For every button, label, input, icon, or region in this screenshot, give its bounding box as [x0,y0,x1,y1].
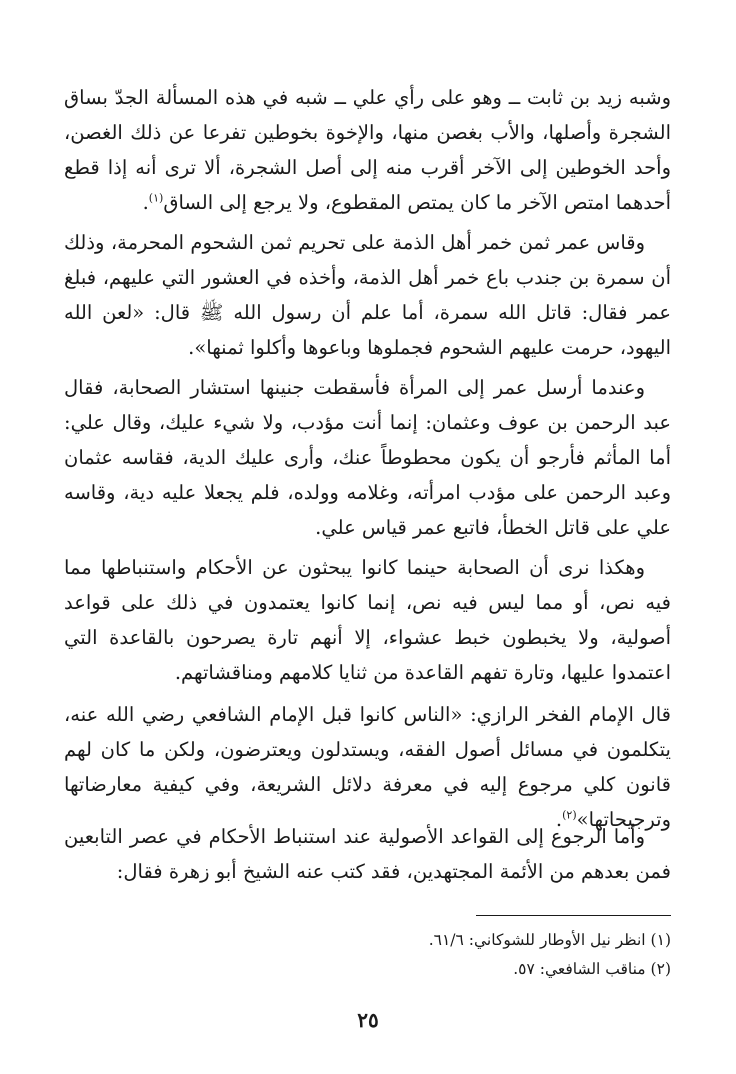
footnote-divider [476,915,671,916]
footnote [200,926,671,955]
paragraph: قال الإمام الفخر الرازي: «الناس كانوا قبل الإمام الشافعي رضي الله عنه، يتكلمون في مسائل أصول الفقه، ويستدلون ويعترضون، ولكن ما كان لهم قانون كلي مرجوع إليه في معرفة دلائل الشريعة، وفي كيفية معارضاتها وترجيحاتها»$^{(٢)}$. [64,703,671,831]
paragraph: وشبه زيد بن ثابت ــ وهو على رأي علي ــ شبه في هذه المسألة الجدّ بساق الشجرة وأصلها، والأب بغصن منها، والإخوة بخوطين تفرعا عن ذلك الغصن، وأحد الخوطين إلى الآخر أقرب منه إلى أصل الشجرة، ألا ترى أنه إذا قطع أحدهما امتص الآخر ما كان يمتص المقطوع، ولا يرجع إلى الساق$^{(١)}$. [64,86,671,214]
footnote-text: مناقب الشافعي: ٥٧. [513,960,646,978]
paragraph [64,370,671,545]
paragraph [64,225,671,365]
paragraph-text: وقاس عمر ثمن خمر أهل الذمة على تحريم ثمن الشحوم المحرمة، وذلك أن سمرة بن جندب باع خمر أهل الذمة، وأخذه في العشور التي عليهم، فبلغ عمر فقال: قاتل الله سمرة، أما علم أن رسول الله ﷺ قال: «لعن الله اليهود، حرمت عليهم الشحوم فجملوها وباعوها وأكلوا ثمنها». [64,231,671,359]
paragraph-text: وهكذا نرى أن الصحابة حينما كانوا يبحثون عن الأحكام واستنباطها مما فيه نص، أو مما ليس فيه نص، إنما كانوا يعتمدون في ذلك على قواعد أصولية، ولا يخبطون خبط عشواء، إلا أنهم تارة يصرحون بالقاعدة التي اعتمدوا عليها، وتارة تفهم القاعدة من ثنايا كلامهم ومناقشاتهم. [64,556,671,684]
footnote-ref: (١) [148,191,164,205]
paragraph [64,819,671,889]
footnote-text: انظر نيل الأوطار للشوكاني: ٦١/٦. [428,931,646,949]
paragraph-text: وأما الرجوع إلى القواعد الأصولية عند استنباط الأحكام في عصر التابعين فمن بعدهم من الأئمة المجتهدين، فقد كتب عنه الشيخ أبو زهرة فقال: [64,825,671,883]
page-number: ٢٥ [357,1008,379,1032]
paragraph-text: وشبه زيد بن ثابت ــ وهو على رأي علي ــ شبه في هذه المسألة الجدّ بساق الشجرة وأصلها، والأب بغصن منها، والإخوة بخوطين تفرعا عن ذلك الغصن، وأحد الخوطين إلى الآخر أقرب منه إلى أصل الشجرة، ألا ترى أنه إذا قطع أحدهما امتص الآخر ما كان يمتص المقطوع، ولا يرجع إلى الساق [64,86,671,214]
paragraph [64,550,671,690]
footnote-ref: (٢) [562,808,577,822]
paragraph-text: وعندما أرسل عمر إلى المرأة فأسقطت جنينها استشار الصحابة، فقال عبد الرحمن بن عوف وعثمان: إنما أنت مؤدب، ولا شيء عليك، وقال علي: أما المأثم فأرجو أن يكون محطوطاً عنك، وأرى عليك الدية، فقاسه عثمان وعبد الرحمن على مؤدب امرأته، وغلامه وولده، فلم يجعلا عليه دية، وقاسه علي على قاتل الخطأ، فاتبع عمر قياس علي. [64,376,671,539]
footnote [200,955,671,984]
paragraph-text: قال الإمام الفخر الرازي: «الناس كانوا قبل الإمام الشافعي رضي الله عنه، يتكلمون في مسائل أصول الفقه، ويستدلون ويعترضون، ولكن ما كان لهم قانون كلي مرجوع إليه في معرفة دلائل الشريعة، وفي كيفية معارضاتها وترجيحاتها» [64,703,671,831]
footnotes [200,926,671,984]
footnote-number: (١) [650,931,671,949]
footnote-number: (٢) [650,960,671,978]
